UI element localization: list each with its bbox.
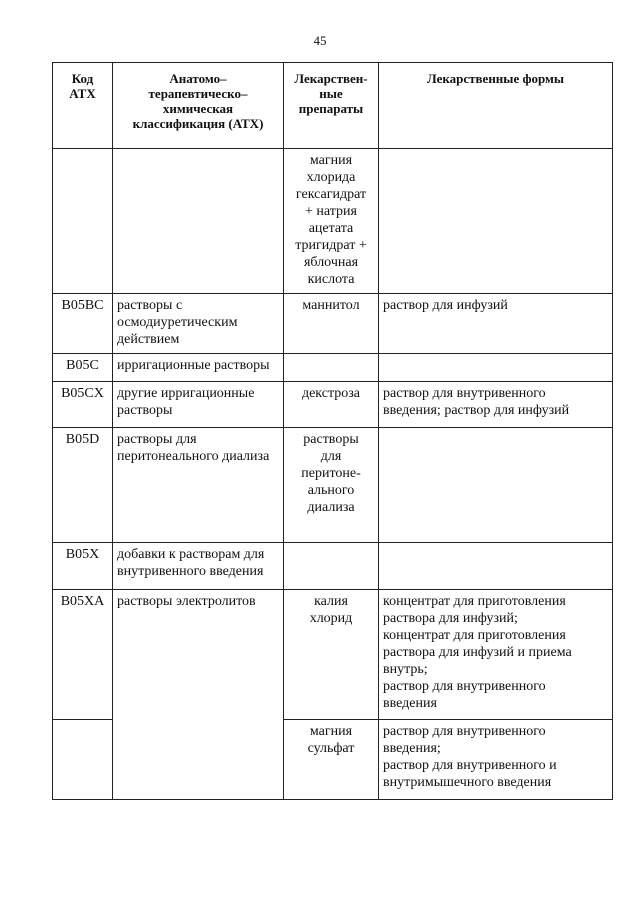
cell-classification: растворы электролитов (113, 590, 284, 800)
cell-form: концентрат для приготовления раствора для инфузий; концентрат для приготовления раствора для инфузий и приема внутрь; раствор для внутривенного введения (379, 590, 613, 720)
page-number: 45 (313, 33, 327, 48)
cell-code: B05CX (53, 382, 113, 428)
cell-code (53, 720, 113, 800)
header-code: Код ATX (53, 63, 113, 149)
cell-form (379, 354, 613, 382)
cell-classification: другие ирригационные растворы (113, 382, 284, 428)
cell-form (379, 428, 613, 543)
cell-code: B05X (53, 543, 113, 590)
cell-classification (113, 149, 284, 294)
cell-form: раствор для инфузий (379, 294, 613, 354)
cell-form: раствор для внутривенного введения; раствор для инфузий (379, 382, 613, 428)
table-row (53, 382, 613, 428)
table-row (53, 428, 613, 543)
header-forms: Лекарственные формы (379, 63, 613, 149)
cell-drug (284, 354, 379, 382)
cell-code: B05D (53, 428, 113, 543)
cell-drug: декстроза (284, 382, 379, 428)
cell-code: B05BC (53, 294, 113, 354)
cell-form (379, 543, 613, 590)
cell-classification: добавки к растворам для внутривенного введения (113, 543, 284, 590)
cell-drug (284, 543, 379, 590)
table-row (53, 543, 613, 590)
table-row (53, 149, 613, 294)
cell-code (53, 149, 113, 294)
header-classification: Анатомо– терапевтическо– химическая классификация (АТХ) (113, 63, 284, 149)
table-row (53, 590, 613, 720)
cell-classification: ирригационные растворы (113, 354, 284, 382)
cell-drug: растворы для перитоне- ального диализа (284, 428, 379, 543)
cell-drug: магния хлорида гексагидрат + натрия ацетата тригидрат + яблочная кислота (284, 149, 379, 294)
header-drugs: Лекарствен- ные препараты (284, 63, 379, 149)
cell-classification: растворы для перитонеального диализа (113, 428, 284, 543)
cell-code: B05C (53, 354, 113, 382)
table-header-row (53, 63, 613, 149)
cell-form (379, 149, 613, 294)
cell-form: раствор для внутривенного введения; раствор для внутривенного и внутримышечного введения (379, 720, 613, 800)
cell-drug: магния сульфат (284, 720, 379, 800)
cell-code: B05XA (53, 590, 113, 720)
table-row (53, 294, 613, 354)
cell-drug: калия хлорид (284, 590, 379, 720)
table-row (53, 354, 613, 382)
atx-classification-table (52, 62, 613, 800)
cell-drug: маннитол (284, 294, 379, 354)
cell-classification: растворы с осмодиуретическим действием (113, 294, 284, 354)
